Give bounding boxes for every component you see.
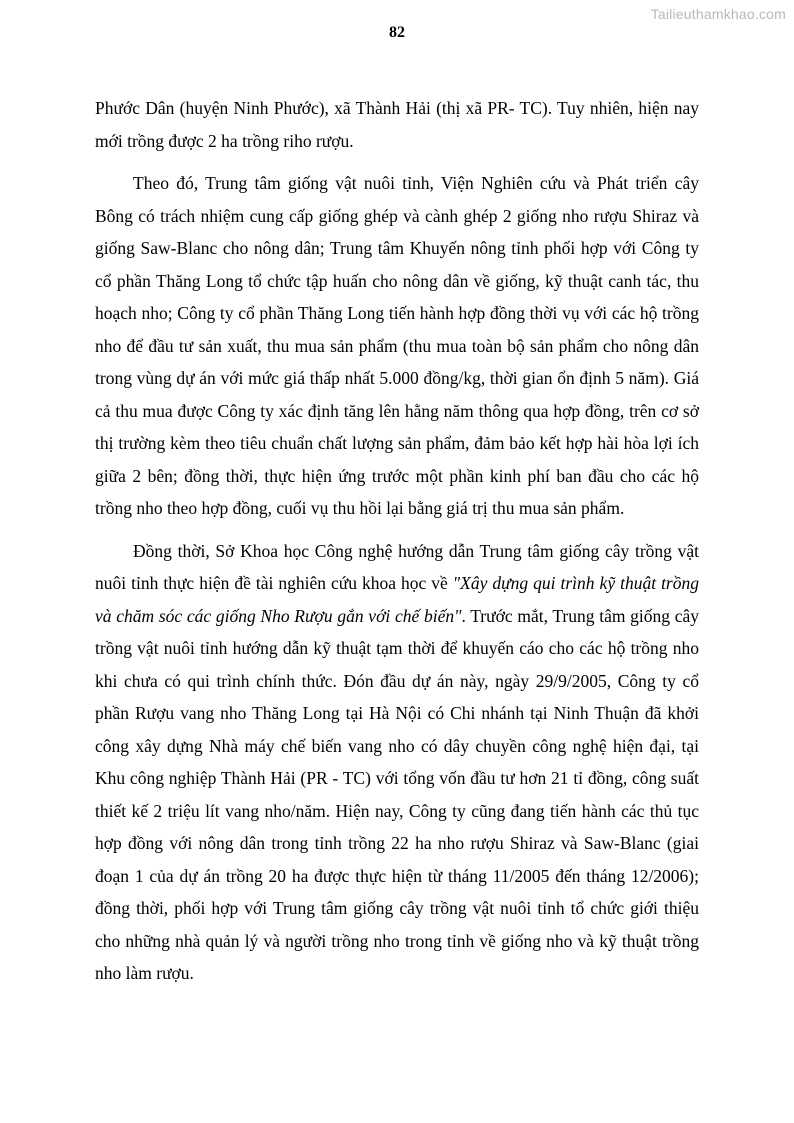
paragraph-3-rest: . Trước mắt, Trung tâm giống cây trồng vật nuôi tỉnh hướng dẫn kỹ thuật tạm thời để khuyến cáo cho các hộ trồng nho khi chưa có qui trình chính thức. Đón đầu dự án này, ngày 29/9/2005, Công ty cổ phần Rượu vang nho Thăng Long tại Hà Nội có Chi nhánh tại Ninh Thuận đã khởi công xây dựng Nhà máy chế biến vang nho có dây chuyền công nghệ hiện đại, tại Khu công nghiệp Thành Hải (PR - TC) với tổng vốn đầu tư hơn 21 tỉ đồng, công suất thiết kế 2 triệu lít vang nho/năm. Hiện nay, Công ty cũng đang tiến hành các thủ tục hợp đồng với nông dân trong tỉnh trồng 22 ha nho rượu Shiraz và Saw-Blanc (giai đoạn 1 của dự án trồng 20 ha được thực hiện từ tháng 11/2005 đến tháng 12/2006); đồng thời, phối hợp với Trung tâm giống cây trồng vật nuôi tỉnh tổ chức giới thiệu cho những nhà quản lý và người trồng nho trong tỉnh về giống nho và kỹ thuật trồng nho làm rượu. <box>95 605 700 983</box>
watermark: Tailieuthamkhao.com <box>650 6 786 22</box>
paragraph-3 <box>95 535 699 990</box>
paragraph-3-lead: Đồng thời, Sở Khoa học Công nghệ hướng dẫn Trung tâm giống cây trồng vật nuôi tỉnh thực hiện đề tài nghiên cứu khoa học về <box>95 540 699 593</box>
paragraph-2: Theo đó, Trung tâm giống vật nuôi tỉnh, Viện Nghiên cứu và Phát triển cây Bông có trách nhiệm cung cấp giống ghép và cành ghép 2 giống nho rượu Shiraz và giống Saw-Blanc cho nông dân; Trung tâm Khuyến nông tỉnh phối hợp với Công ty cổ phần Thăng Long tổ chức tập huấn cho nông dân về giống, kỹ thuật canh tác, thu hoạch nho; Công ty cổ phần Thăng Long tiến hành hợp đồng thời vụ với các hộ trồng nho để đầu tư sản xuất, thu mua sản phẩm (thu mua toàn bộ sản phẩm cho nông dân trong vùng dự án với mức giá thấp nhất 5.000 đồng/kg, thời gian ổn định 5 năm). Giá cả thu mua được Công ty xác định tăng lên hằng năm thông qua hợp đồng, trên cơ sở thị trường kèm theo tiêu chuẩn chất lượng sản phẩm, đảm bảo kết hợp hài hòa lợi ích giữa 2 bên; đồng thời, thực hiện ứng trước một phần kinh phí ban đầu cho các hộ trồng nho theo hợp đồng, cuối vụ thu hồi lại bằng giá trị thu mua sản phẩm. <box>95 173 699 518</box>
paragraph-1: Phước Dân (huyện Ninh Phước), xã Thành Hải (thị xã PR- TC). Tuy nhiên, hiện nay mới trồng được 2 ha trồng riho rượu. <box>95 98 699 151</box>
document-body <box>95 92 699 1000</box>
page-number: 82 <box>389 24 405 41</box>
research-topic-title: "Xây dựng qui trình kỹ thuật trồng và chăm sóc các giống Nho Rượu gắn với chế biến" <box>95 573 699 626</box>
